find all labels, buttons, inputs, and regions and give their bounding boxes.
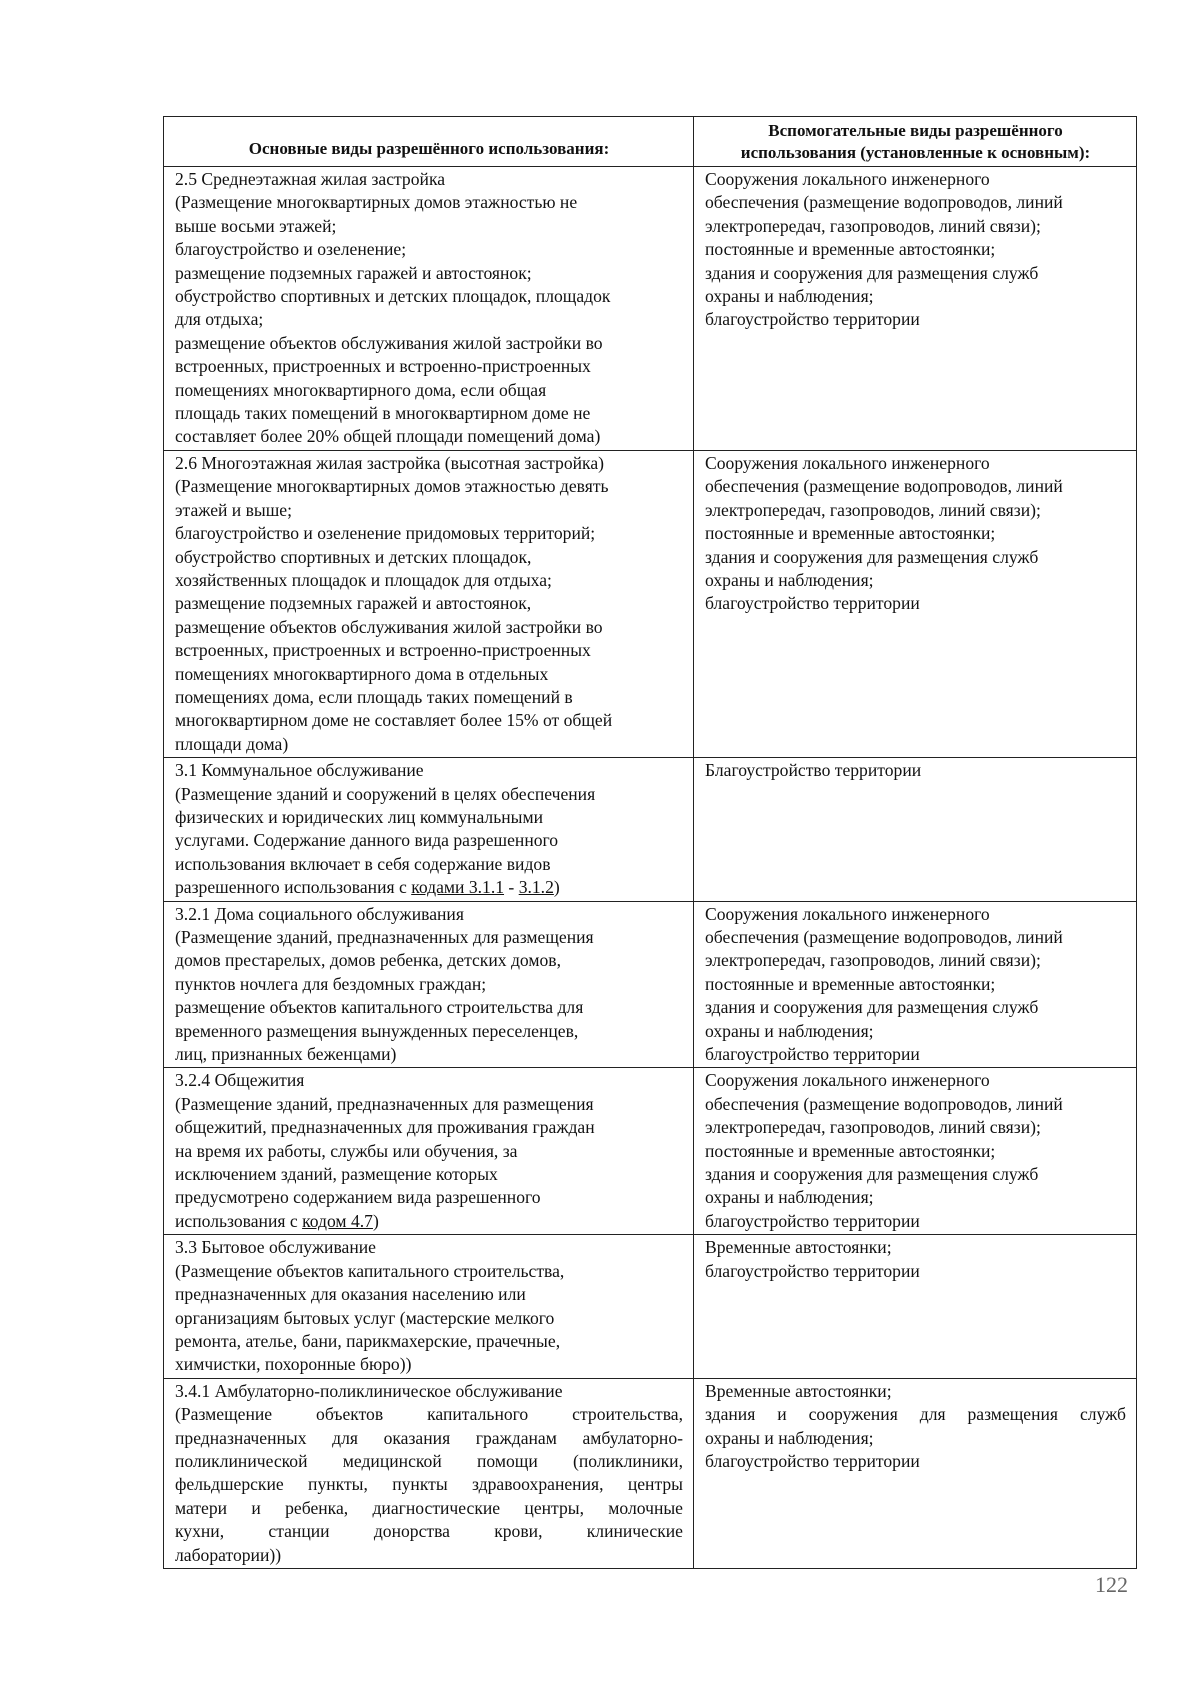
text-line: фельдшерские пункты, пункты здравоохранения, центры: [175, 1474, 683, 1495]
text-line: встроенных, пристроенных и встроенно-пристроенных: [175, 356, 591, 377]
text-line: многоквартирном доме не составляет более 15% от общей: [175, 710, 613, 731]
table-row: [164, 450, 1137, 757]
table-row: [164, 901, 1137, 1068]
text-line: составляет более 20% общей площади помещений дома): [175, 426, 601, 447]
text-line: благоустройство территории: [705, 309, 920, 330]
header-aux-line: использования (установленные к основным):: [740, 143, 1091, 162]
text-line: постоянные и временные автостоянки;: [705, 1140, 996, 1161]
text-line: здания и сооружения для размещения служб: [705, 1164, 1039, 1185]
table-header-row: [164, 117, 1137, 167]
text-line: (Размещение многоквартирных домов этажностью не: [175, 192, 578, 213]
text-line: благоустройство и озеленение;: [175, 239, 407, 260]
main-use-cell: [164, 1378, 694, 1568]
text-line: поликлинической медицинской помощи (поликлиники,: [175, 1450, 683, 1471]
text-line: (Размещение объектов капитального строительства,: [175, 1404, 683, 1425]
table-row: [164, 758, 1137, 901]
text-line: обеспечения (размещение водопроводов, линий: [705, 1093, 1063, 1114]
text-line: электропередач, газопроводов, линий связи);: [705, 499, 1041, 520]
text-line: (Размещение зданий, предназначенных для размещения: [175, 927, 594, 947]
text-line: организациям бытовых услуг (мастерские мелкого: [175, 1307, 555, 1328]
text-line: 3.4.1 Амбулаторно-поликлиническое обслуживание: [175, 1380, 563, 1401]
text-line: хозяйственных площадок и площадок для отдыха;: [175, 569, 552, 590]
aux-use-cell: [694, 901, 1137, 1068]
main-use-cell: [164, 1235, 694, 1378]
text-line: здания и сооружения для размещения служб: [705, 546, 1039, 567]
header-auxiliary-uses: [694, 117, 1137, 167]
text-line: 2.6 Многоэтажная жилая застройка (высотная застройка): [175, 452, 604, 473]
text-line: 3.3 Бытовое обслуживание: [175, 1237, 376, 1258]
text-line: благоустройство территории: [705, 1260, 920, 1281]
text-line: электропередач, газопроводов, линий связи);: [705, 1117, 1041, 1138]
text-line: домов престарелых, домов ребенка, детских домов,: [175, 950, 561, 971]
main-use-cell: [164, 450, 694, 757]
text-line: общежитий, предназначенных для проживания граждан: [175, 1117, 595, 1138]
text-line: охраны и наблюдения;: [705, 1187, 874, 1208]
text-line: обеспечения (размещение водопроводов, линий: [705, 192, 1063, 213]
text-line: [175, 1210, 683, 1233]
text-line: благоустройство территории: [705, 1210, 920, 1231]
text-line: предназначенных для оказания гражданам амбулаторно-: [175, 1427, 683, 1448]
table-row: [164, 1068, 1137, 1235]
text-fragment: ): [372, 1210, 379, 1231]
page-number: 122: [1095, 1572, 1128, 1597]
aux-use-cell: [694, 1068, 1137, 1235]
text-line: (Размещение многоквартирных домов этажностью девять: [175, 476, 609, 497]
text-line: Сооружения локального инженерного: [705, 169, 990, 189]
text-line: благоустройство и озеленение придомовых территорий;: [175, 523, 596, 544]
aux-use-cell: [694, 1235, 1137, 1378]
land-use-table: [163, 116, 1137, 1569]
text-line: помещениях многоквартирного дома в отдельных: [175, 663, 549, 684]
text-line: 3.2.4 Общежития: [175, 1070, 305, 1091]
text-line: благоустройство территории: [705, 1044, 920, 1065]
text-fragment: использования с: [175, 1210, 303, 1231]
text-line: площади дома): [175, 733, 289, 754]
text-fragment: -: [504, 877, 519, 898]
text-line: постоянные и временные автостоянки;: [705, 239, 996, 260]
text-line: электропередач, газопроводов, линий связи);: [705, 950, 1041, 971]
text-line: Сооружения локального инженерного: [705, 452, 990, 473]
text-line: здания и сооружения для размещения служб: [705, 262, 1039, 283]
header-aux-line: Вспомогательные виды разрешённого: [768, 121, 1063, 140]
text-line: помещениях многоквартирного дома, если общая: [175, 379, 547, 400]
text-line: временного размещения вынужденных переселенцев,: [175, 1020, 579, 1041]
table-row: [164, 1235, 1137, 1378]
text-line: 3.1 Коммунальное обслуживание: [175, 760, 424, 781]
text-line: охраны и наблюдения;: [705, 569, 874, 590]
text-line: обустройство спортивных и детских площадок,: [175, 546, 532, 567]
text-line: Благоустройство территории: [705, 760, 922, 781]
text-line: лиц, признанных беженцами): [175, 1044, 397, 1065]
main-use-cell: [164, 167, 694, 451]
text-line: предназначенных для оказания населению или: [175, 1284, 526, 1305]
text-line: площадь таких помещений в многоквартирном доме не: [175, 403, 591, 424]
text-line: постоянные и временные автостоянки;: [705, 973, 996, 994]
text-line: обустройство спортивных и детских площадок, площадок: [175, 286, 611, 307]
text-line: размещение объектов обслуживания жилой застройки во: [175, 332, 603, 353]
text-line: обеспечения (размещение водопроводов, линий: [705, 476, 1063, 497]
text-line: 2.5 Среднеэтажная жилая застройка: [175, 169, 446, 189]
aux-use-cell: [694, 450, 1137, 757]
text-fragment: разрешенного использования с: [175, 877, 412, 898]
text-line: пунктов ночлега для бездомных граждан;: [175, 973, 487, 994]
aux-use-cell: [694, 758, 1137, 901]
text-line: кухни, станции донорства крови, клинические: [175, 1521, 683, 1542]
text-line: Сооружения локального инженерного: [705, 903, 990, 924]
text-fragment: ): [553, 877, 560, 898]
header-main-uses: Основные виды разрешённого использования:: [164, 117, 694, 167]
text-line: матери и ребенка, диагностические центры, молочные: [175, 1497, 683, 1518]
text-line: постоянные и временные автостоянки;: [705, 523, 996, 544]
text-line: исключением зданий, размещение которых: [175, 1164, 498, 1185]
text-line: здания и сооружения для размещения служб: [705, 1404, 1126, 1425]
text-line: электропередач, газопроводов, линий связи);: [705, 215, 1041, 236]
text-line: размещение объектов капитального строительства для: [175, 997, 584, 1018]
text-line: использования включает в себя содержание видов: [175, 853, 551, 874]
code-link-4-7[interactable]: кодом 4.7: [302, 1210, 373, 1231]
text-line: встроенных, пристроенных и встроенно-пристроенных: [175, 640, 591, 661]
main-use-cell: [164, 758, 694, 901]
text-line: физических и юридических лиц коммунальными: [175, 806, 543, 827]
text-line: Временные автостоянки;: [705, 1237, 892, 1258]
table-row: [164, 1378, 1137, 1568]
code-link-3-1-1[interactable]: кодами 3.1.1: [411, 877, 505, 898]
text-line: (Размещение зданий, предназначенных для размещения: [175, 1093, 594, 1114]
text-line: 3.2.1 Дома социального обслуживания: [175, 903, 464, 924]
text-line: ремонта, ателье, бани, парикмахерские, прачечные,: [175, 1330, 561, 1351]
text-line: этажей и выше;: [175, 499, 292, 520]
text-line: предусмотрено содержанием вида разрешенного: [175, 1187, 541, 1208]
text-line: благоустройство территории: [705, 1450, 920, 1471]
text-line: выше восьми этажей;: [175, 215, 337, 236]
text-line: на время их работы, службы или обучения, за: [175, 1140, 518, 1161]
main-use-cell: [164, 901, 694, 1068]
text-line: охраны и наблюдения;: [705, 1427, 874, 1448]
code-link-3-1-2[interactable]: 3.1.2: [518, 877, 554, 898]
table-row: [164, 167, 1137, 451]
text-line: Временные автостоянки;: [705, 1380, 892, 1401]
text-line: помещениях дома, если площадь таких помещений в: [175, 686, 573, 707]
aux-use-cell: [694, 167, 1137, 451]
text-line: лаборатории)): [175, 1544, 282, 1565]
text-line: (Размещение зданий и сооружений в целях обеспечения: [175, 783, 596, 804]
main-use-cell: [164, 1068, 694, 1235]
text-line: [175, 876, 683, 899]
text-line: благоустройство территории: [705, 593, 920, 614]
text-line: для отдыха;: [175, 309, 264, 330]
text-line: охраны и наблюдения;: [705, 1020, 874, 1041]
text-line: охраны и наблюдения;: [705, 286, 874, 307]
text-line: химчистки, похоронные бюро)): [175, 1354, 412, 1375]
text-line: обеспечения (размещение водопроводов, линий: [705, 927, 1063, 947]
text-line: Сооружения локального инженерного: [705, 1070, 990, 1091]
text-line: размещение подземных гаражей и автостоянок;: [175, 262, 532, 283]
text-line: (Размещение объектов капитального строительства,: [175, 1260, 565, 1281]
text-line: размещение объектов обслуживания жилой застройки во: [175, 616, 603, 637]
aux-use-cell: [694, 1378, 1137, 1568]
text-line: услугами. Содержание данного вида разрешенного: [175, 830, 559, 851]
text-line: здания и сооружения для размещения служб: [705, 997, 1039, 1018]
text-line: размещение подземных гаражей и автостоянок,: [175, 593, 532, 614]
